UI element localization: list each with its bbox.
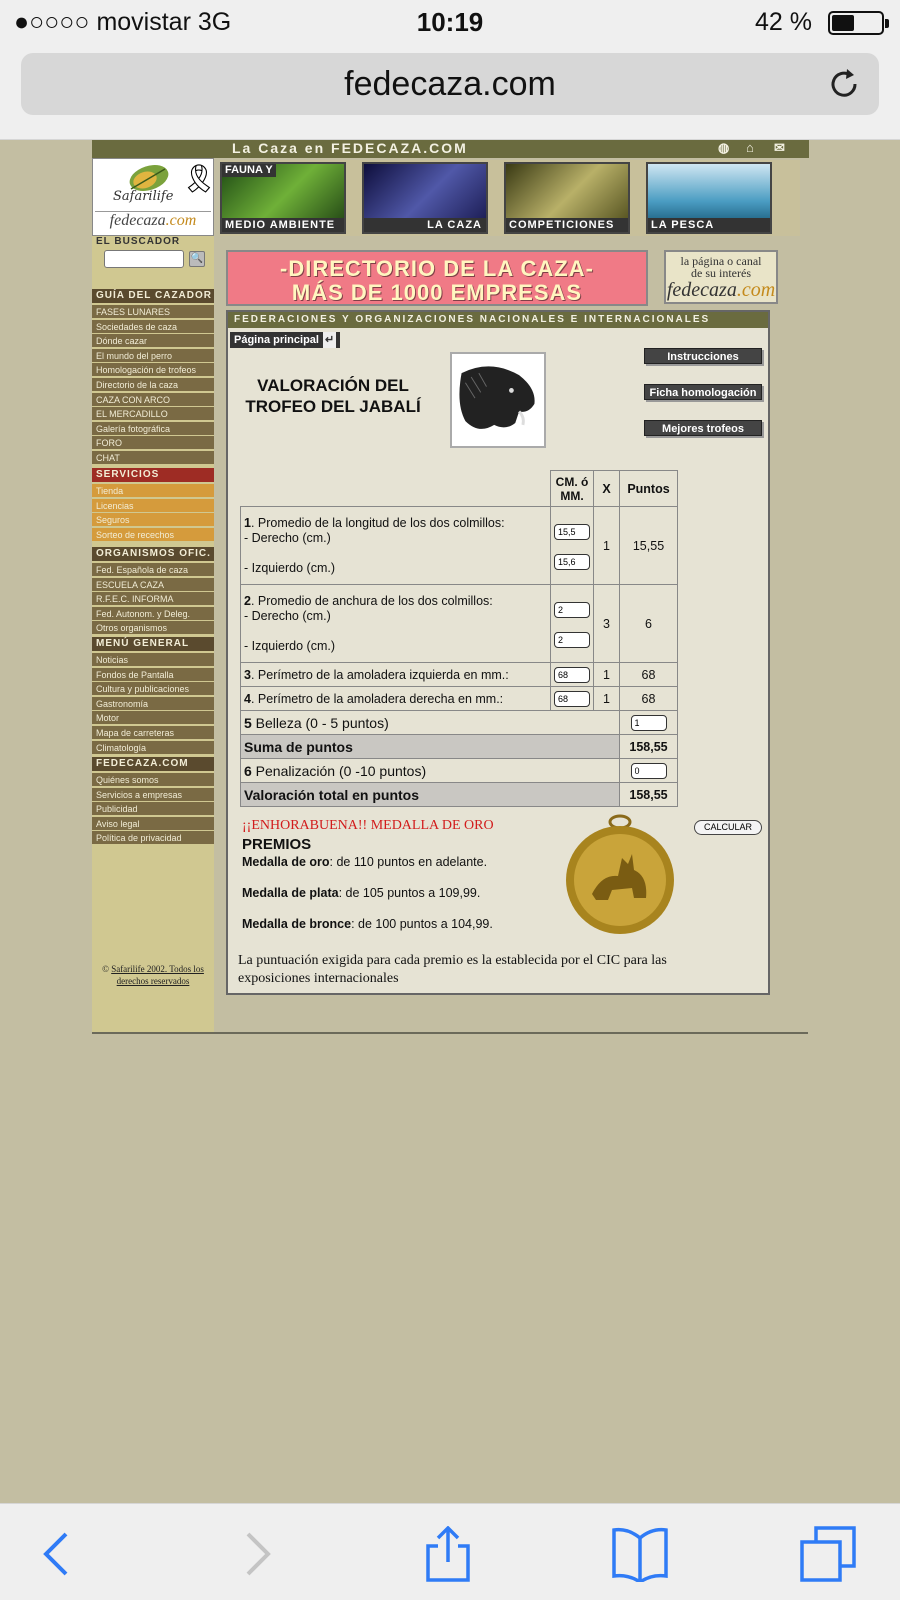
table-row: 2. Promedio de anchura de los dos colmillos: - Derecho (cm.) - Izquierdo (cm.) 2 2 3 6 [241, 585, 678, 663]
sidebar-item-homologaci-n-de-trofeos[interactable]: Homologación de trofeos [92, 363, 214, 377]
browser-address-bar [0, 44, 900, 140]
clock: 10:19 [416, 7, 484, 37]
browser-toolbar [0, 1503, 900, 1600]
sidebar-item-qui-nes-somos[interactable]: Quiénes somos [92, 773, 214, 787]
suma-row: Suma de puntos 158,55 [241, 735, 678, 759]
colmillo-anchura-derecho-input[interactable] [554, 602, 590, 618]
menu-section-organismos: ORGANISMOS OFIC. [92, 547, 214, 561]
canal-ad[interactable]: la página o canal de su interés fedecaza.com [664, 250, 778, 304]
table-row: 5 Belleza (0 - 5 puntos) 1 [241, 711, 678, 735]
sidebar-item-chat[interactable]: CHAT [92, 451, 214, 465]
sidebar-item-escuela-caza[interactable]: ESCUELA CAZA [92, 578, 214, 592]
sidebar-item-caza-con-arco[interactable]: CAZA CON ARCO [92, 393, 214, 407]
sidebar-item-aviso-legal[interactable]: Aviso legal [92, 817, 214, 831]
home-icon[interactable]: ⌂ [746, 140, 756, 155]
bookmarks-icon[interactable] [612, 1526, 668, 1582]
sidebar-item-galer-a-fotogr-fica[interactable]: Galería fotográfica [92, 422, 214, 436]
sidebar-item-fases-lunares[interactable]: FASES LUNARES [92, 305, 214, 319]
table-row: 4. Perímetro de la amoladera derecha en mm.: 68 1 68 [241, 687, 678, 711]
mail-icon[interactable]: ✉ [774, 140, 787, 155]
forward-icon[interactable] [228, 1526, 284, 1582]
table-row: 6 Penalización (0 -10 puntos) 0 [241, 759, 678, 783]
sidebar-item-publicidad[interactable]: Publicidad [92, 802, 214, 816]
table-row: 3. Perímetro de la amoladera izquierda en mm.: 68 1 68 [241, 663, 678, 687]
valoracion-panel [226, 310, 770, 995]
fedecaza-logo: fedecaza.com [95, 211, 211, 233]
boar-head-icon [450, 352, 546, 448]
instrucciones-button[interactable]: Instrucciones [644, 348, 762, 364]
table-row: 1. Promedio de la longitud de los dos colmillos: - Derecho (cm.) - Izquierdo (cm.) 15,5 15,6 1 15,55 [241, 507, 678, 585]
menu-section-servicios: SERVICIOS [92, 468, 214, 482]
sidebar-item-otros-organismos[interactable]: Otros organismos [92, 621, 214, 635]
total-value: 158,55 [620, 783, 678, 807]
sidebar-item-fed-autonom-y-deleg-[interactable]: Fed. Autonom. y Deleg. [92, 607, 214, 621]
colmillo-longitud-izquierdo-input[interactable] [554, 554, 590, 570]
menu-section-fedecaza: FEDECAZA.COM [92, 757, 214, 771]
page-divider [92, 1032, 808, 1034]
status-bar [0, 0, 900, 44]
copyright-link[interactable]: Safarilife 2002. Todos los derechos reservados [111, 964, 204, 986]
colmillo-longitud-derecho-input[interactable] [554, 524, 590, 540]
sidebar-item-fed-espa-ola-de-caza[interactable]: Fed. Española de caza [92, 563, 214, 577]
menu-section-general: MENÚ GENERAL [92, 637, 214, 651]
sidebar-item-directorio-de-la-caza[interactable]: Directorio de la caza [92, 378, 214, 392]
puntos-longitud: 15,55 [620, 507, 678, 585]
sidebar-item-sociedades-de-caza[interactable]: Sociedades de caza [92, 320, 214, 334]
home-link[interactable]: Página principal ↵ [230, 332, 340, 348]
sidebar-item-licencias[interactable]: Licencias [92, 499, 214, 513]
mejores-trofeos-button[interactable]: Mejores trofeos [644, 420, 762, 436]
mourning-ribbon-icon: 🎗 [181, 163, 217, 194]
back-icon[interactable] [30, 1526, 86, 1582]
globe-icon[interactable]: ◍ [718, 140, 732, 155]
congrats-message: ¡¡ENHORABUENA!! MEDALLA DE ORO [242, 818, 494, 833]
sidebar-item-seguros[interactable]: Seguros [92, 513, 214, 527]
site-top-title: La Caza en FEDECAZA.COM [232, 140, 468, 156]
sidebar-item-fondos-de-pantalla[interactable]: Fondos de Pantalla [92, 668, 214, 682]
belleza-input[interactable] [631, 715, 667, 731]
col-header-puntos: Puntos [620, 471, 678, 507]
col-header-x: X [594, 471, 620, 507]
reload-icon[interactable] [825, 65, 863, 103]
amoladera-derecha-input[interactable] [554, 691, 590, 707]
site-top-bar [92, 140, 809, 158]
calcular-button[interactable]: CALCULAR [694, 820, 762, 835]
colmillo-anchura-izquierdo-input[interactable] [554, 632, 590, 648]
sidebar-item-climatolog-a[interactable]: Climatología [92, 741, 214, 755]
battery-percent: 42 % [755, 8, 812, 36]
sidebar-item-mapa-de-carreteras[interactable]: Mapa de carreteras [92, 726, 214, 740]
total-row: Valoración total en puntos 158,55 [241, 783, 678, 807]
search-input[interactable] [104, 250, 184, 268]
web-page [92, 140, 809, 1035]
suma-value: 158,55 [620, 735, 678, 759]
url-field[interactable] [21, 53, 879, 115]
sidebar-item-el-mercadillo[interactable]: EL MERCADILLO [92, 407, 214, 421]
safarilife-text: Safarilife [113, 189, 174, 204]
table-header-row [241, 471, 678, 507]
sidebar-item-d-nde-cazar[interactable]: Dónde cazar [92, 334, 214, 348]
score-table [240, 470, 678, 807]
panel-header: FEDERACIONES Y ORGANIZACIONES NACIONALES E INTERNACIONALES [228, 312, 768, 328]
search-label: EL BUSCADOR [96, 236, 181, 247]
directorio-banner[interactable]: -DIRECTORIO DE LA CAZA- MÁS DE 1000 EMPRESAS [226, 250, 648, 306]
tabs-icon[interactable] [800, 1526, 856, 1582]
ficha-homologacion-button[interactable]: Ficha homologación [644, 384, 762, 400]
sidebar-item-noticias[interactable]: Noticias [92, 653, 214, 667]
return-icon: ↵ [324, 334, 335, 346]
safarilife-logo[interactable] [92, 158, 217, 236]
amoladera-izquierda-input[interactable] [554, 667, 590, 683]
gold-medal-icon [562, 814, 678, 938]
sidebar-item-sorteo-de-recechos[interactable]: Sorteo de recechos [92, 528, 214, 542]
category-strip [220, 160, 800, 236]
col-header-cm: CM. ó MM. [551, 471, 594, 507]
sidebar-item-r-f-e-c-informa[interactable]: R.F.E.C. INFORMA [92, 592, 214, 606]
sidebar-item-tienda[interactable]: Tienda [92, 484, 214, 498]
sidebar-item-cultura-y-publicaciones[interactable]: Cultura y publicaciones [92, 682, 214, 696]
page-title: VALORACIÓN DEL TROFEO DEL JABALÍ [245, 376, 421, 416]
search-button[interactable]: 🔍 [189, 251, 205, 267]
category-medio-ambiente[interactable]: FAUNA Y MEDIO AMBIENTE [220, 162, 346, 234]
category-la-caza[interactable]: LA CAZA [362, 162, 488, 234]
sidebar [92, 236, 214, 1033]
menu-section-guia: GUÍA DEL CAZADOR [92, 289, 214, 303]
sidebar-item-foro[interactable]: FORO [92, 436, 214, 450]
url-text[interactable]: fedecaza.com [344, 65, 556, 103]
sidebar-item-gastronom-a[interactable]: Gastronomía [92, 697, 214, 711]
sidebar-item-pol-tica-de-privacidad[interactable]: Política de privacidad [92, 831, 214, 845]
category-la-pesca[interactable]: LA PESCA [646, 162, 772, 234]
footer-note: La puntuación exigida para cada premio es la establecida por el CIC para las exposiciones internacionales [238, 953, 667, 986]
puntos-anchura: 6 [620, 585, 678, 663]
prize-bronze: Medalla de bronce: de 100 puntos a 104,99. [242, 917, 493, 931]
share-icon[interactable] [420, 1526, 476, 1582]
sidebar-item-servicios-a-empresas[interactable]: Servicios a empresas [92, 788, 214, 802]
sidebar-item-motor[interactable]: Motor [92, 711, 214, 725]
prize-silver: Medalla de plata: de 105 puntos a 109,99. [242, 886, 481, 900]
category-competiciones[interactable]: COMPETICIONES [504, 162, 630, 234]
copyright: © Safarilife 2002. Todos los derechos reservados [102, 964, 204, 986]
premios-heading: PREMIOS [242, 836, 312, 853]
carrier-signal: ●○○○○ movistar 3G [14, 8, 232, 36]
penalizacion-input[interactable] [631, 763, 667, 779]
sidebar-item-el-mundo-del-perro[interactable]: El mundo del perro [92, 349, 214, 363]
prize-gold: Medalla de oro: de 110 puntos en adelante. [242, 855, 488, 869]
battery-icon [828, 11, 884, 35]
